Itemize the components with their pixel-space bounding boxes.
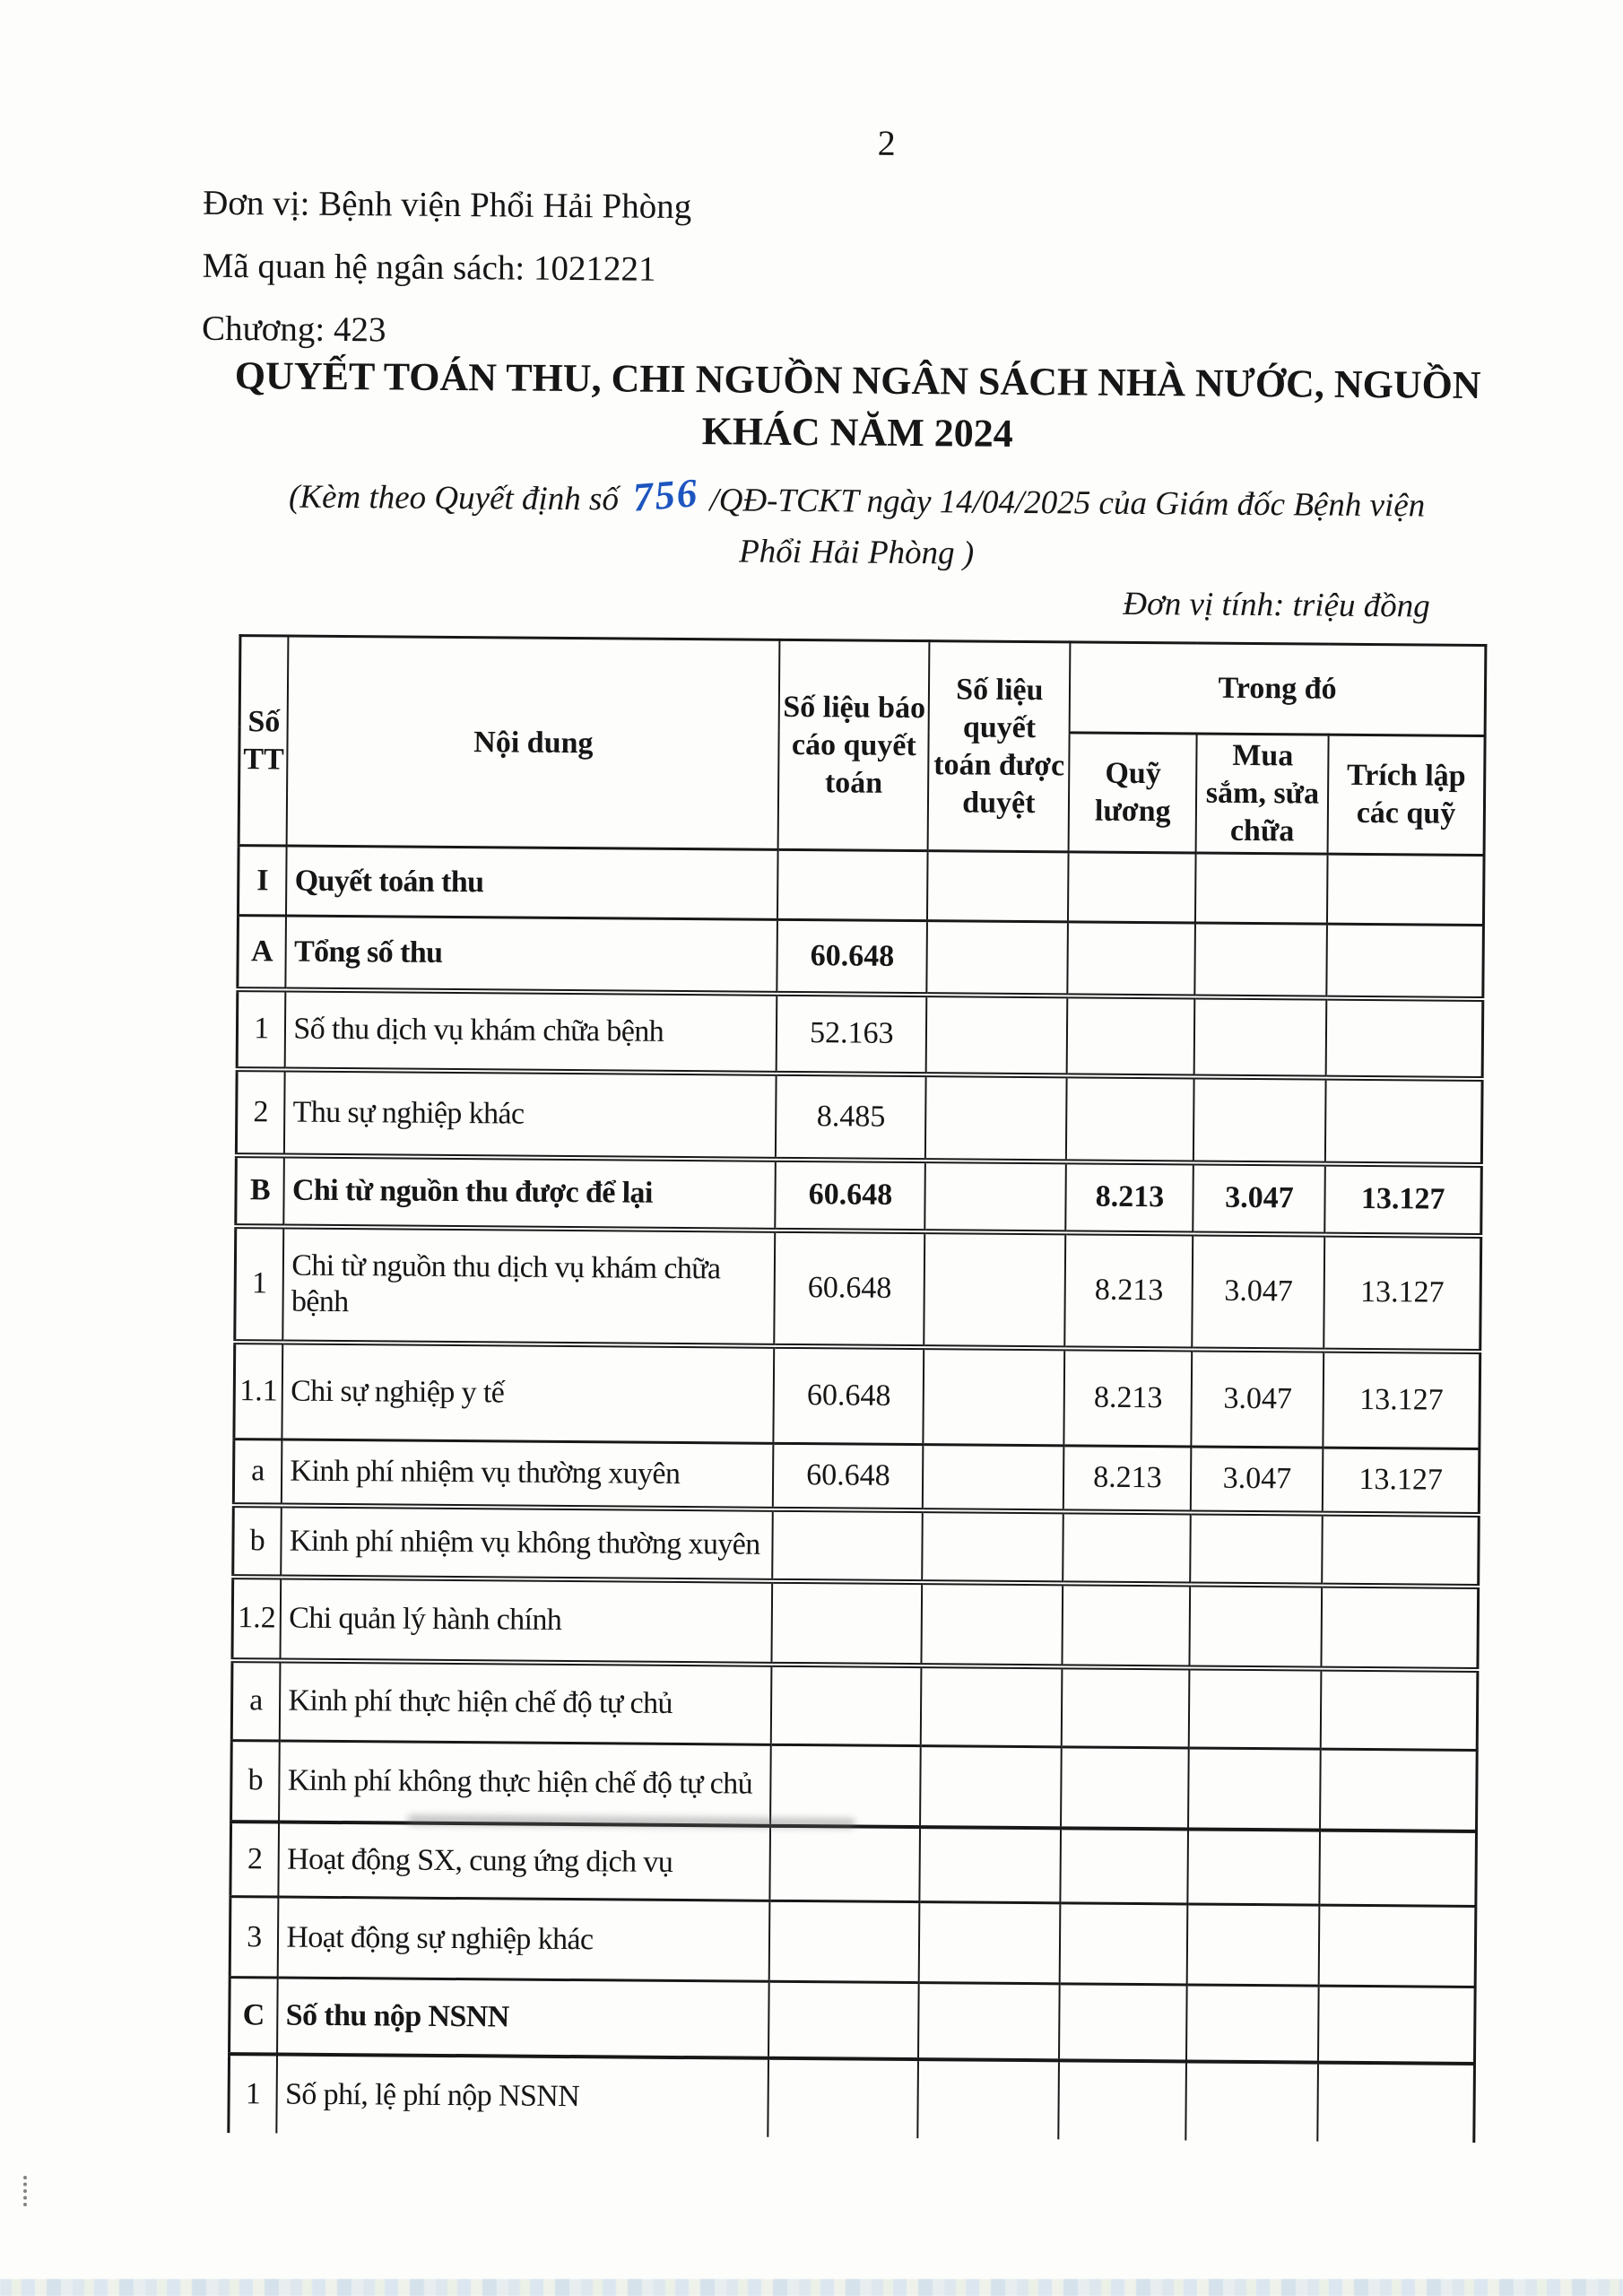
cell-trich-lap	[1320, 1749, 1477, 1831]
row-stt: 3	[230, 1897, 279, 1978]
cell-bao-cao: 52.163	[777, 993, 927, 1074]
table-row	[235, 1226, 1481, 1352]
row-stt: A	[238, 916, 287, 989]
cell-duyet	[927, 921, 1069, 996]
cell-trich-lap	[1322, 1585, 1479, 1669]
unit-of-measure-note: Đơn vị tính: triệu đồng	[1123, 585, 1430, 625]
cell-quy-luong: 8.213	[1066, 1161, 1194, 1233]
table-row	[230, 1897, 1476, 1987]
cell-trich-lap: 13.127	[1323, 1448, 1480, 1514]
cell-mua-sam	[1195, 853, 1328, 924]
table-row	[229, 2054, 1475, 2143]
row-stt: B	[236, 1155, 284, 1226]
row-label: Kinh phí thực hiện chế độ tự chủ	[280, 1660, 772, 1744]
unit-line: Đơn vị: Bệnh viện Phổi Hải Phòng	[203, 183, 692, 227]
col-header-duyet: Số liệu quyết toán được duyệt	[928, 641, 1071, 852]
table-header	[239, 636, 1486, 856]
cell-quy-luong	[1068, 852, 1196, 923]
row-label: Số thu dịch vụ khám chữa bệnh	[285, 989, 777, 1073]
document-subtitle	[220, 468, 1494, 583]
cell-quy-luong: 8.213	[1064, 1348, 1193, 1447]
cell-duyet	[923, 1510, 1064, 1583]
cell-bao-cao	[773, 1509, 924, 1581]
subtitle-line-1	[220, 468, 1493, 532]
cell-quy-luong	[1063, 1583, 1191, 1667]
row-label: Số phí, lệ phí nộp NSNN	[277, 2054, 769, 2136]
cell-bao-cao: 8.485	[776, 1073, 926, 1160]
row-stt: 1.1	[234, 1342, 283, 1439]
cell-quy-luong	[1062, 1666, 1190, 1748]
cell-mua-sam	[1187, 1904, 1320, 1986]
cell-mua-sam	[1195, 923, 1328, 997]
subtitle-suffix: /QĐ-TCKT ngày 14/04/2025 của Giám đốc Bệnh viện	[709, 482, 1426, 525]
row-label: Quyết toán thu	[286, 846, 778, 919]
cell-quy-luong	[1059, 1984, 1187, 2061]
settlement-table	[227, 634, 1487, 2142]
cell-quy-luong: 8.213	[1065, 1232, 1193, 1349]
cell-duyet	[925, 1074, 1067, 1161]
cell-quy-luong	[1061, 1828, 1189, 1904]
cell-bao-cao: 60.648	[776, 1159, 926, 1231]
table-row	[238, 916, 1483, 999]
row-stt: 1.2	[232, 1577, 282, 1660]
cell-mua-sam	[1186, 2061, 1319, 2141]
title-line-1: QUYẾT TOÁN THU, CHI NGUỒN NGÂN SÁCH NHÀ NƯỚC, NGUỒN	[234, 353, 1481, 407]
cell-mua-sam	[1189, 1667, 1322, 1749]
subtitle-line-2: Phổi Hải Phòng )	[739, 533, 975, 572]
col-header-trong-do: Trong đó	[1070, 642, 1486, 736]
row-stt: b	[231, 1741, 281, 1822]
scan-noise-band	[0, 2279, 1623, 2296]
cell-bao-cao: 60.648	[774, 1345, 924, 1444]
table-row	[230, 1822, 1476, 1907]
cell-mua-sam	[1194, 996, 1327, 1077]
cell-quy-luong	[1059, 2060, 1187, 2140]
cell-duyet	[923, 1445, 1064, 1511]
row-label: Thu sự nghiệp khác	[284, 1069, 777, 1159]
row-stt: C	[230, 1978, 279, 2054]
table-row	[233, 1439, 1479, 1515]
row-stt: 1	[229, 2054, 278, 2133]
cell-trich-lap	[1318, 2062, 1475, 2142]
col-header-mua-sam: Mua sắm, sửa chữa	[1196, 734, 1329, 854]
row-label: Kinh phí nhiệm vụ không thường xuyên	[282, 1505, 774, 1580]
row-label: Kinh phí nhiệm vụ thường xuyên	[282, 1439, 774, 1509]
row-label: Chi quản lý hành chính	[281, 1577, 773, 1664]
budget-code-line: Mã quan hệ ngân sách: 1021221	[202, 246, 656, 289]
cell-mua-sam	[1188, 1829, 1321, 1905]
cell-trich-lap	[1320, 1830, 1477, 1906]
page-number: 2	[877, 122, 896, 163]
table-row	[238, 846, 1483, 926]
cell-duyet	[924, 1231, 1066, 1348]
row-stt: 1	[237, 989, 286, 1069]
cell-trich-lap: 13.127	[1325, 1163, 1482, 1235]
cell-mua-sam: 3.047	[1193, 1233, 1325, 1350]
cell-mua-sam	[1191, 1512, 1324, 1585]
cell-trich-lap	[1327, 924, 1484, 998]
row-label: Kinh phí không thực hiện chế độ tự chủ	[279, 1741, 771, 1825]
document-title	[221, 350, 1495, 464]
row-stt: a	[231, 1660, 281, 1741]
cell-trich-lap	[1318, 1986, 1475, 2063]
table-row	[232, 1577, 1479, 1670]
row-label: Số thu nộp NSNN	[277, 1978, 769, 2057]
cell-trich-lap: 13.127	[1324, 1350, 1480, 1448]
cell-duyet	[925, 1161, 1067, 1232]
scan-margin-mark	[23, 2176, 32, 2206]
cell-bao-cao	[772, 1580, 923, 1665]
row-label: Chi sự nghiệp y tế	[282, 1342, 775, 1443]
table-row	[234, 1342, 1480, 1449]
cell-trich-lap	[1326, 997, 1483, 1078]
cell-mua-sam: 3.047	[1193, 1162, 1326, 1234]
handwritten-number: 756	[631, 470, 701, 520]
table-row	[233, 1505, 1479, 1587]
cell-duyet	[920, 1827, 1062, 1903]
cell-trich-lap: 13.127	[1324, 1234, 1481, 1351]
cell-mua-sam	[1186, 1985, 1319, 2062]
cell-bao-cao: 60.648	[775, 1230, 925, 1346]
row-label: Chi từ nguồn thu dịch vụ khám chữa bệnh	[283, 1226, 776, 1345]
chapter-line: Chương: 423	[201, 309, 386, 350]
cell-duyet	[926, 995, 1068, 1075]
row-stt: 2	[236, 1069, 285, 1155]
cell-duyet	[927, 851, 1069, 922]
cell-bao-cao	[770, 1825, 921, 1901]
cell-bao-cao: 60.648	[773, 1443, 924, 1509]
col-header-trich-lap: Trích lập các quỹ	[1328, 735, 1485, 855]
cell-bao-cao	[768, 1981, 919, 2058]
row-stt: 2	[230, 1822, 280, 1897]
cell-trich-lap	[1321, 1668, 1478, 1750]
cell-mua-sam	[1193, 1076, 1326, 1163]
cell-quy-luong	[1060, 1903, 1188, 1985]
cell-trich-lap	[1323, 1513, 1480, 1586]
cell-trich-lap	[1325, 1077, 1482, 1164]
cell-duyet	[918, 1983, 1060, 2060]
table-body	[229, 846, 1484, 2143]
cell-trich-lap	[1319, 1905, 1476, 1987]
row-stt: b	[233, 1505, 282, 1577]
cell-quy-luong	[1066, 1075, 1194, 1162]
cell-bao-cao: 60.648	[777, 919, 928, 994]
cell-quy-luong	[1063, 1511, 1192, 1584]
cell-mua-sam	[1188, 1748, 1321, 1830]
cell-bao-cao	[769, 1900, 920, 1982]
cell-bao-cao	[777, 849, 928, 920]
cell-mua-sam: 3.047	[1191, 1447, 1324, 1513]
cell-bao-cao	[768, 2057, 919, 2137]
subtitle-prefix: (Kèm theo Quyết định số	[288, 478, 620, 518]
table-row	[230, 1978, 1475, 2064]
cell-mua-sam	[1190, 1584, 1323, 1668]
row-label: Tổng số thu	[286, 916, 778, 993]
row-label: Chi từ nguồn thu được để lại	[284, 1155, 777, 1230]
col-header-quy-luong: Quỹ lương	[1069, 733, 1197, 853]
col-header-noi-dung: Nội dung	[287, 636, 780, 849]
row-label: Hoạt động sự nghiệp khác	[278, 1897, 770, 1981]
table-row	[231, 1660, 1478, 1751]
col-header-stt: Số TT	[239, 636, 289, 846]
table-row	[236, 1069, 1482, 1165]
cell-trich-lap	[1327, 854, 1484, 925]
cell-quy-luong	[1068, 922, 1196, 996]
title-line-2: KHÁC NĂM 2024	[701, 409, 1013, 456]
cell-bao-cao	[771, 1664, 922, 1745]
cell-quy-luong: 8.213	[1063, 1446, 1192, 1512]
cell-duyet	[924, 1347, 1065, 1446]
cell-duyet	[919, 1902, 1061, 1984]
cell-duyet	[918, 2059, 1060, 2139]
cell-bao-cao	[770, 1744, 921, 1826]
cell-duyet	[922, 1582, 1063, 1666]
cell-quy-luong	[1061, 1747, 1189, 1829]
cell-duyet	[921, 1665, 1063, 1747]
col-header-bao-cao: Số liệu báo cáo quyết toán	[778, 639, 930, 850]
row-stt: I	[238, 846, 286, 916]
cell-duyet	[920, 1746, 1062, 1828]
cell-quy-luong	[1067, 996, 1195, 1076]
row-label: Hoạt động SX, cung ứng dịch vụ	[279, 1822, 771, 1900]
cell-mua-sam: 3.047	[1192, 1349, 1324, 1448]
table-row	[236, 1155, 1481, 1236]
row-stt: 1	[235, 1226, 284, 1342]
table-row	[237, 989, 1483, 1079]
row-stt: a	[233, 1439, 282, 1505]
